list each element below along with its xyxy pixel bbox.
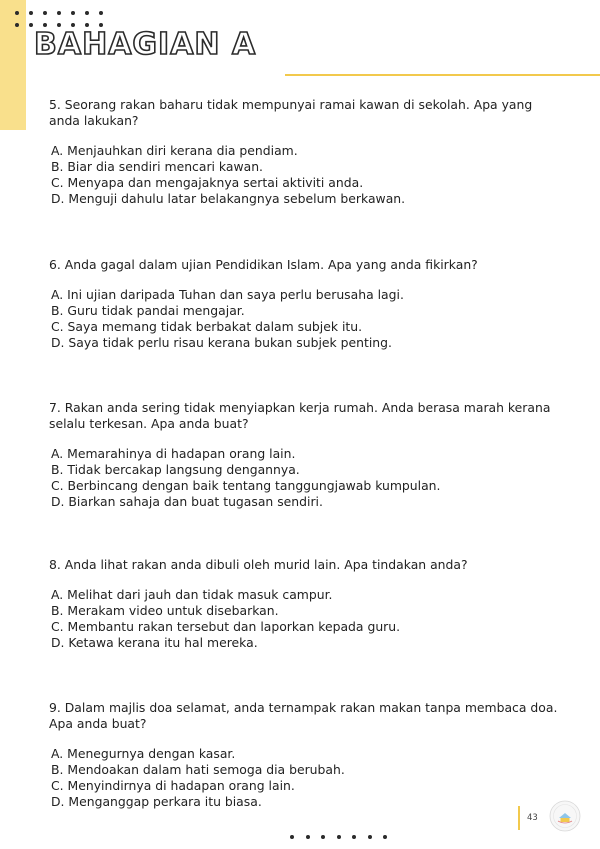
- option-c: C. Saya memang tidak berbakat dalam subjek itu.: [51, 319, 363, 334]
- title-underline: [285, 74, 600, 76]
- option-list: [49, 143, 559, 207]
- option-d: D. Ketawa kerana itu hal mereka.: [51, 635, 258, 650]
- section-title: BAHAGIAN A: [34, 27, 257, 62]
- option-b: B. Merakam video untuk disebarkan.: [51, 603, 279, 618]
- option-c: C. Menyindirnya di hadapan orang lain.: [51, 778, 295, 793]
- decorative-dot-row: [290, 835, 399, 839]
- option-b: B. Guru tidak pandai mengajar.: [51, 303, 245, 318]
- page-number-divider: [518, 806, 520, 830]
- question-text: 6. Anda gagal dalam ujian Pendidikan Islam. Apa yang anda fikirkan?: [49, 257, 478, 272]
- option-c: C. Menyapa dan mengajaknya sertai aktiviti anda.: [51, 175, 364, 190]
- question-6: [49, 257, 559, 351]
- question-text: 7. Rakan anda sering tidak menyiapkan kerja rumah. Anda berasa marah kerana selalu terkesan. Apa anda buat?: [49, 400, 551, 431]
- option-list: [49, 587, 559, 651]
- question-9: [49, 700, 559, 810]
- option-d: D. Biarkan sahaja dan buat tugasan sendiri.: [51, 494, 323, 509]
- decorative-dot-grid: [15, 11, 113, 27]
- page-number: 43: [527, 813, 538, 823]
- option-b: B. Mendoakan dalam hati semoga dia berubah.: [51, 762, 345, 777]
- question-5: [49, 97, 559, 207]
- question-text: 8. Anda lihat rakan anda dibuli oleh murid lain. Apa tindakan anda?: [49, 557, 468, 572]
- school-logo-icon: [549, 800, 581, 832]
- option-a: A. Menegurnya dengan kasar.: [51, 746, 236, 761]
- option-c: C. Berbincang dengan baik tentang tanggungjawab kumpulan.: [51, 478, 441, 493]
- option-b: B. Tidak bercakap langsung dengannya.: [51, 462, 300, 477]
- question-text: 5. Seorang rakan baharu tidak mempunyai ramai kawan di sekolah. Apa yang anda lakukan?: [49, 97, 533, 128]
- question-text: 9. Dalam majlis doa selamat, anda ternampak rakan makan tanpa membaca doa. Apa anda buat?: [49, 700, 558, 731]
- option-a: A. Menjauhkan diri kerana dia pendiam.: [51, 143, 298, 158]
- option-b: B. Biar dia sendiri mencari kawan.: [51, 159, 263, 174]
- option-d: D. Menguji dahulu latar belakangnya sebelum berkawan.: [51, 191, 406, 206]
- option-a: A. Memarahinya di hadapan orang lain.: [51, 446, 296, 461]
- option-a: A. Melihat dari jauh dan tidak masuk campur.: [51, 587, 333, 602]
- option-d: D. Saya tidak perlu risau kerana bukan subjek penting.: [51, 335, 392, 350]
- option-a: A. Ini ujian daripada Tuhan dan saya perlu berusaha lagi.: [51, 287, 404, 302]
- option-list: [49, 746, 559, 810]
- question-7: [49, 400, 559, 510]
- option-list: [49, 287, 559, 351]
- option-list: [49, 446, 559, 510]
- option-c: C. Membantu rakan tersebut dan laporkan kepada guru.: [51, 619, 401, 634]
- option-d: D. Menganggap perkara itu biasa.: [51, 794, 262, 809]
- question-8: [49, 557, 559, 651]
